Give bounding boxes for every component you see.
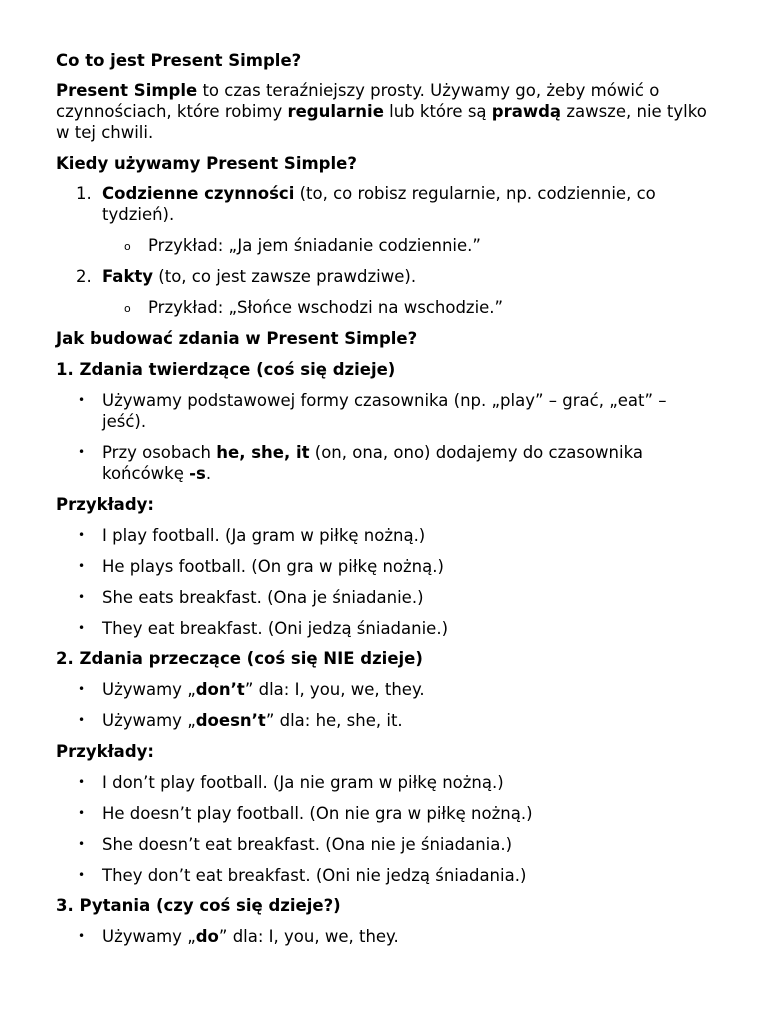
bullet-icon: • bbox=[78, 559, 86, 573]
bullet-icon: • bbox=[78, 528, 86, 542]
rules-list bbox=[56, 926, 712, 947]
when-item: 1. Codzienne czynności (to, co robisz regularnie, np. codziennie, co tydzień). o Przykład: „Ja jem śniadanie codziennie.” bbox=[56, 183, 712, 256]
intro-term: Present Simple bbox=[56, 81, 198, 100]
section-heading-affirmative: 1. Zdania twierdzące (coś się dzieje) bbox=[56, 360, 396, 379]
example-sentence: • She eats breakfast. (Ona je śniadanie.) bbox=[78, 588, 424, 607]
example-sentence: • They eat breakfast. (Oni jedzą śniadanie.) bbox=[78, 619, 449, 638]
item-number: 2. bbox=[76, 267, 92, 286]
item-number: 1. bbox=[76, 184, 92, 203]
rule-item: • Przy osobach he, she, it (on, ona, ono) dodajemy do czasownika końcówkę -s. bbox=[78, 443, 643, 483]
bullet-icon: • bbox=[78, 837, 86, 851]
rules-list bbox=[56, 390, 712, 484]
example-sentence: • I don’t play football. (Ja nie gram w piłkę nożną.) bbox=[78, 773, 504, 792]
rule-item: • Używamy podstawowej formy czasownika (np. „play” – grać, „eat” – jeść). bbox=[78, 391, 667, 431]
bullet-icon: • bbox=[78, 868, 86, 882]
example-sentence: • I play football. (Ja gram w piłkę nożną.) bbox=[78, 526, 426, 545]
rule-item: • Używamy „doesn’t” dla: he, she, it. bbox=[78, 711, 403, 730]
examples-label: Przykłady: bbox=[56, 495, 154, 514]
page-title: Co to jest Present Simple? bbox=[56, 51, 302, 70]
example-item: o Przykład: „Ja jem śniadanie codziennie.” bbox=[124, 236, 481, 255]
sub-bullet-icon: o bbox=[124, 240, 131, 253]
rules-list bbox=[56, 679, 712, 731]
bullet-icon: • bbox=[78, 929, 86, 943]
section-heading-questions: 3. Pytania (czy coś się dzieje?) bbox=[56, 896, 341, 915]
bullet-icon: • bbox=[78, 621, 86, 635]
bullet-icon: • bbox=[78, 393, 86, 407]
when-heading: Kiedy używamy Present Simple? bbox=[56, 154, 357, 173]
rule-item: • Używamy „do” dla: I, you, we, they. bbox=[78, 927, 399, 946]
example-sentence: • He plays football. (On gra w piłkę nożną.) bbox=[78, 557, 444, 576]
example-list bbox=[102, 235, 712, 256]
rule-item: • Używamy „don’t” dla: I, you, we, they. bbox=[78, 680, 425, 699]
intro-paragraph: Present Simple to czas teraźniejszy prosty. Używamy go, żeby mówić o czynnościach, które robimy regularnie lub które są prawdą zawsze, nie tylko w tej chwili. bbox=[56, 81, 707, 142]
section-heading-negative: 2. Zdania przeczące (coś się NIE dzieje) bbox=[56, 649, 423, 668]
bullet-icon: • bbox=[78, 682, 86, 696]
example-item: o Przykład: „Słońce wschodzi na wschodzie.” bbox=[124, 298, 504, 317]
when-list bbox=[56, 183, 712, 318]
example-sentence: • She doesn’t eat breakfast. (Ona nie je śniadania.) bbox=[78, 835, 513, 854]
bullet-icon: • bbox=[78, 775, 86, 789]
bullet-icon: • bbox=[78, 713, 86, 727]
build-heading: Jak budować zdania w Present Simple? bbox=[56, 329, 418, 348]
example-list bbox=[102, 297, 712, 318]
example-sentence: • He doesn’t play football. (On nie gra w piłkę nożną.) bbox=[78, 804, 533, 823]
example-sentence: • They don’t eat breakfast. (Oni nie jedzą śniadania.) bbox=[78, 866, 527, 885]
examples-label: Przykłady: bbox=[56, 742, 154, 761]
sub-bullet-icon: o bbox=[124, 302, 131, 315]
bullet-icon: • bbox=[78, 590, 86, 604]
examples-list bbox=[56, 772, 712, 886]
bullet-icon: • bbox=[78, 445, 86, 459]
bullet-icon: • bbox=[78, 806, 86, 820]
when-item: 2. Fakty (to, co jest zawsze prawdziwe). o Przykład: „Słońce wschodzi na wschodzie.” bbox=[56, 266, 712, 318]
examples-list bbox=[56, 525, 712, 639]
